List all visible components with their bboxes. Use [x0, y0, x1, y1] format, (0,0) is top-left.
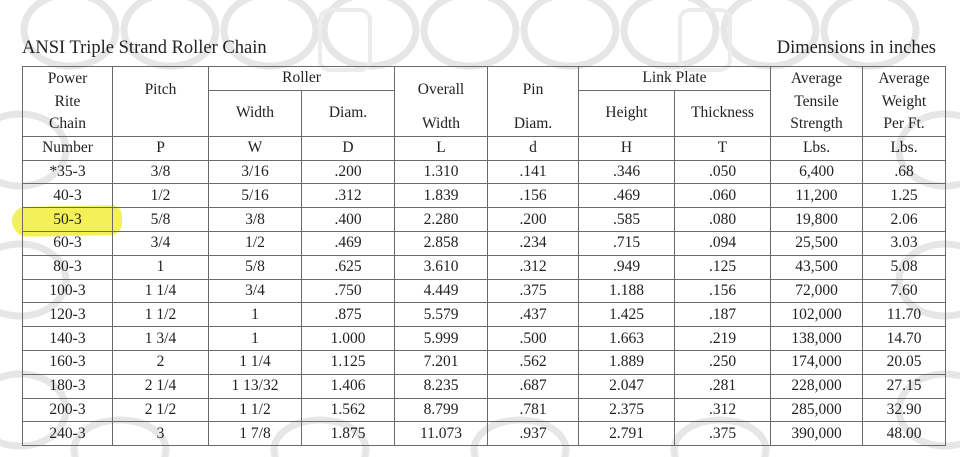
cell-tensile-strength: 72,000: [771, 279, 863, 303]
roller-chain-table: [22, 66, 946, 446]
cell-link-thickness: .250: [675, 351, 771, 375]
cell-roller-width: 1/2: [209, 232, 302, 256]
cell-link-height: .585: [579, 208, 675, 232]
cell-weight-per-ft: 14.70: [863, 327, 946, 351]
cell-pitch: 5/8: [113, 208, 209, 232]
unit-weight: Lbs.: [863, 136, 946, 160]
header-pin-1: Pin: [488, 67, 579, 114]
header-roller-width: Width: [209, 90, 302, 136]
cell-link-thickness: .375: [675, 422, 771, 446]
table-row: [23, 422, 946, 446]
cell-roller-diam: 1.406: [302, 374, 395, 398]
header-pitch: Pitch: [113, 67, 209, 114]
header-pin-2: Diam.: [488, 113, 579, 136]
cell-roller-width: 3/4: [209, 279, 302, 303]
cell-chain-number: 100-3: [23, 279, 113, 303]
cell-chain-number: 240-3: [23, 422, 113, 446]
cell-tensile-strength: 25,500: [771, 232, 863, 256]
units-note: Dimensions in inches: [776, 38, 936, 58]
header-tensile-3: Strength: [771, 113, 863, 136]
cell-roller-diam: .312: [302, 184, 395, 208]
cell-link-height: 1.889: [579, 351, 675, 375]
cell-weight-per-ft: 2.06: [863, 208, 946, 232]
cell-roller-diam: 1.875: [302, 422, 395, 446]
header-weight-1: Average: [863, 67, 946, 91]
cell-overall-width: 3.610: [395, 255, 488, 279]
cell-link-thickness: .156: [675, 279, 771, 303]
cell-pin-diam: .937: [488, 422, 579, 446]
cell-weight-per-ft: 11.70: [863, 303, 946, 327]
cell-pitch: 3/8: [113, 160, 209, 184]
table-row: [23, 160, 946, 184]
cell-overall-width: 4.449: [395, 279, 488, 303]
cell-roller-width: 5/16: [209, 184, 302, 208]
cell-pin-diam: .500: [488, 327, 579, 351]
cell-weight-per-ft: 5.08: [863, 255, 946, 279]
header-tensile-1: Average: [771, 67, 863, 91]
cell-roller-diam: .625: [302, 255, 395, 279]
header-link-thickness: Thickness: [675, 90, 771, 136]
cell-link-thickness: .281: [675, 374, 771, 398]
cell-roller-diam: 1.125: [302, 351, 395, 375]
symbol-roller-width: W: [209, 136, 302, 160]
cell-roller-width: 3/8: [209, 208, 302, 232]
table-row: [23, 279, 946, 303]
cell-pitch: 2 1/4: [113, 374, 209, 398]
cell-link-height: 1.188: [579, 279, 675, 303]
cell-overall-width: 1.839: [395, 184, 488, 208]
cell-overall-width: 1.310: [395, 160, 488, 184]
cell-chain-number: 50-3: [23, 208, 113, 232]
cell-tensile-strength: 138,000: [771, 327, 863, 351]
header-overall-2: Width: [395, 113, 488, 136]
cell-tensile-strength: 11,200: [771, 184, 863, 208]
cell-link-height: 2.047: [579, 374, 675, 398]
cell-weight-per-ft: 1.25: [863, 184, 946, 208]
cell-weight-per-ft: 27.15: [863, 374, 946, 398]
cell-chain-number: *35-3: [23, 160, 113, 184]
cell-roller-width: 1 1/4: [209, 351, 302, 375]
cell-roller-diam: .400: [302, 208, 395, 232]
cell-weight-per-ft: 3.03: [863, 232, 946, 256]
table-row: [23, 374, 946, 398]
cell-roller-diam: .875: [302, 303, 395, 327]
header-chain-number-1: Power: [23, 67, 113, 91]
cell-pitch: 1 1/4: [113, 279, 209, 303]
table-row: [23, 208, 946, 232]
cell-pitch: 1 1/2: [113, 303, 209, 327]
table-header: [23, 67, 946, 161]
header-pitch-blank: [113, 113, 209, 136]
cell-pin-diam: .312: [488, 255, 579, 279]
header-tensile-2: Tensile: [771, 90, 863, 113]
cell-pitch: 3: [113, 422, 209, 446]
cell-link-thickness: .050: [675, 160, 771, 184]
header-link-plate: Link Plate: [579, 67, 771, 91]
cell-overall-width: 5.579: [395, 303, 488, 327]
cell-weight-per-ft: .68: [863, 160, 946, 184]
cell-tensile-strength: 390,000: [771, 422, 863, 446]
cell-tensile-strength: 6,400: [771, 160, 863, 184]
cell-link-height: 1.663: [579, 327, 675, 351]
header-weight-3: Per Ft.: [863, 113, 946, 136]
table-row: [23, 303, 946, 327]
symbol-overall-width: L: [395, 136, 488, 160]
cell-link-height: .715: [579, 232, 675, 256]
cell-roller-width: 3/16: [209, 160, 302, 184]
cell-link-thickness: .094: [675, 232, 771, 256]
cell-pin-diam: .687: [488, 374, 579, 398]
cell-pin-diam: .781: [488, 398, 579, 422]
table-body: [23, 160, 946, 446]
cell-chain-number: 80-3: [23, 255, 113, 279]
cell-pin-diam: .141: [488, 160, 579, 184]
cell-roller-width: 1 13/32: [209, 374, 302, 398]
cell-link-thickness: .312: [675, 398, 771, 422]
cell-roller-diam: .200: [302, 160, 395, 184]
table-row: [23, 351, 946, 375]
cell-overall-width: 8.235: [395, 374, 488, 398]
cell-chain-number: 60-3: [23, 232, 113, 256]
cell-pin-diam: .156: [488, 184, 579, 208]
cell-tensile-strength: 43,500: [771, 255, 863, 279]
cell-overall-width: 2.858: [395, 232, 488, 256]
cell-link-height: .469: [579, 184, 675, 208]
header-link-height: Height: [579, 90, 675, 136]
cell-chain-number: 160-3: [23, 351, 113, 375]
symbol-roller-diam: D: [302, 136, 395, 160]
cell-roller-width: 5/8: [209, 255, 302, 279]
cell-pin-diam: .562: [488, 351, 579, 375]
cell-pitch: 2 1/2: [113, 398, 209, 422]
cell-overall-width: 11.073: [395, 422, 488, 446]
table-row: [23, 398, 946, 422]
cell-chain-number: 120-3: [23, 303, 113, 327]
table-row: [23, 184, 946, 208]
unit-tensile: Lbs.: [771, 136, 863, 160]
table-title: ANSI Triple Strand Roller Chain: [22, 38, 267, 58]
symbol-link-thickness: T: [675, 136, 771, 160]
cell-tensile-strength: 19,800: [771, 208, 863, 232]
cell-weight-per-ft: 7.60: [863, 279, 946, 303]
cell-roller-diam: .469: [302, 232, 395, 256]
table-row: [23, 327, 946, 351]
cell-link-thickness: .219: [675, 327, 771, 351]
cell-tensile-strength: 228,000: [771, 374, 863, 398]
cell-roller-width: 1 1/2: [209, 398, 302, 422]
header-roller-diam: Diam.: [302, 90, 395, 136]
table-title-bar: [22, 38, 936, 64]
cell-link-thickness: .187: [675, 303, 771, 327]
table-row: [23, 232, 946, 256]
cell-chain-number: 40-3: [23, 184, 113, 208]
header-chain-number-4: Number: [23, 136, 113, 160]
cell-chain-number: 200-3: [23, 398, 113, 422]
cell-pin-diam: .437: [488, 303, 579, 327]
cell-overall-width: 7.201: [395, 351, 488, 375]
header-weight-2: Weight: [863, 90, 946, 113]
cell-tensile-strength: 102,000: [771, 303, 863, 327]
symbol-pitch: P: [113, 136, 209, 160]
symbol-link-height: H: [579, 136, 675, 160]
cell-weight-per-ft: 48.00: [863, 422, 946, 446]
cell-roller-width: 1: [209, 327, 302, 351]
cell-pin-diam: .234: [488, 232, 579, 256]
cell-roller-diam: .750: [302, 279, 395, 303]
header-roller: Roller: [209, 67, 395, 91]
table-row: [23, 255, 946, 279]
cell-link-height: .949: [579, 255, 675, 279]
cell-link-height: 2.375: [579, 398, 675, 422]
cell-pitch: 1 3/4: [113, 327, 209, 351]
cell-pitch: 1/2: [113, 184, 209, 208]
cell-tensile-strength: 174,000: [771, 351, 863, 375]
cell-weight-per-ft: 20.05: [863, 351, 946, 375]
cell-chain-number: 180-3: [23, 374, 113, 398]
cell-link-height: 1.425: [579, 303, 675, 327]
cell-link-thickness: .080: [675, 208, 771, 232]
cell-roller-width: 1: [209, 303, 302, 327]
symbol-pin-diam: d: [488, 136, 579, 160]
cell-roller-width: 1 7/8: [209, 422, 302, 446]
cell-link-thickness: .125: [675, 255, 771, 279]
cell-roller-diam: 1.000: [302, 327, 395, 351]
cell-link-thickness: .060: [675, 184, 771, 208]
cell-pitch: 3/4: [113, 232, 209, 256]
cell-overall-width: 8.799: [395, 398, 488, 422]
cell-weight-per-ft: 32.90: [863, 398, 946, 422]
header-chain-number-2: Rite: [23, 90, 113, 113]
cell-chain-number: 140-3: [23, 327, 113, 351]
cell-pin-diam: .200: [488, 208, 579, 232]
cell-link-height: 2.791: [579, 422, 675, 446]
cell-pitch: 1: [113, 255, 209, 279]
header-overall-1: Overall: [395, 67, 488, 114]
cell-overall-width: 2.280: [395, 208, 488, 232]
cell-roller-diam: 1.562: [302, 398, 395, 422]
cell-pin-diam: .375: [488, 279, 579, 303]
cell-tensile-strength: 285,000: [771, 398, 863, 422]
cell-link-height: .346: [579, 160, 675, 184]
cell-pitch: 2: [113, 351, 209, 375]
header-chain-number-3: Chain: [23, 113, 113, 136]
cell-overall-width: 5.999: [395, 327, 488, 351]
